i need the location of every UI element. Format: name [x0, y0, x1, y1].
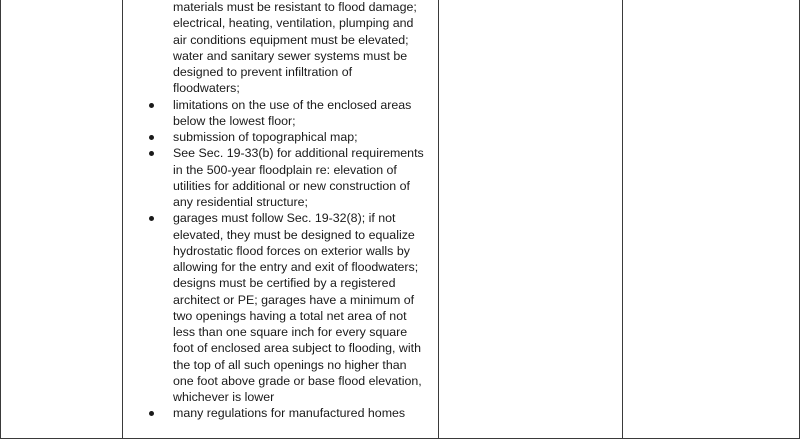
bullet-icon	[149, 151, 154, 156]
list-item	[123, 405, 438, 421]
table-cell-empty-4	[623, 0, 800, 439]
list-item-text: many regulations for manufactured homes	[173, 406, 406, 421]
bullet-icon	[149, 135, 154, 140]
list-item	[123, 210, 438, 405]
list-item	[123, 145, 438, 210]
table-row	[1, 0, 800, 439]
bullet-icon	[149, 411, 154, 416]
list-item	[123, 97, 438, 130]
bullet-icon	[149, 216, 154, 221]
table-cell-empty-3	[439, 0, 623, 439]
list-item-text: submission of topographical map;	[173, 130, 358, 144]
list-item-text: See Sec. 19-33(b) for additional requirements in the 500-year floodplain re: elevation of utilities for additional or new construction of any residential structure;	[173, 146, 424, 209]
list-item-text: garages must follow Sec. 19-32(8); if not elevated, they must be designed to equalize hydrostatic flood forces on exterior walls by allowing for the entry and exit of floodwaters; designs must be certified by a registered architect or PE; garages have a minimum of two openings having a total net area of not less than one square inch for every square foot of enclosed area subject to flooding, with the top of all such openings no higher than one foot above grade or base flood elevation, whichever is lower	[173, 211, 422, 404]
requirements-content	[123, 0, 438, 422]
continuation-text: materials must be resistant to flood damage; electrical, heating, ventilation, plumping and air conditions equipment must be elevated; water and sanitary sewer systems must be designed to prevent infiltration of floodwaters;	[173, 0, 417, 96]
table-cell-empty-1	[1, 0, 123, 439]
table-cell-requirements	[123, 0, 439, 439]
list-item	[123, 129, 438, 145]
bullet-icon	[149, 103, 154, 108]
bullet-list	[123, 97, 438, 422]
list-item-text: limitations on the use of the enclosed areas below the lowest floor;	[173, 97, 412, 128]
